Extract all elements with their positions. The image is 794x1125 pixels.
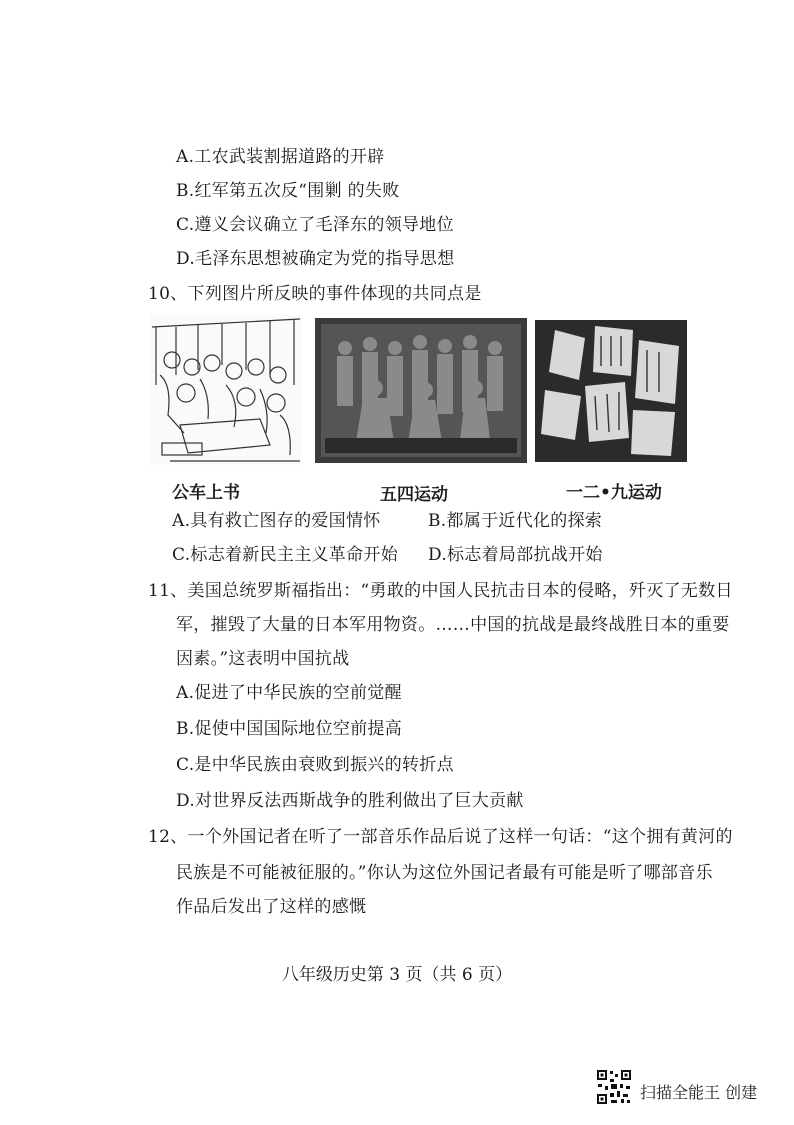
q10-caption-2: 五四运动 [380,485,448,505]
q10-option-a: A.具有救亡图存的爱国情怀 [172,511,381,531]
q11-option-c: C.是中华民族由衰败到振兴的转折点 [176,755,454,775]
q9-option-a: A.工农武装割据道路的开辟 [176,147,385,167]
page-footer: 八年级历史第 3 页（共 6 页） [281,965,513,985]
q10-option-d: D.标志着局部抗战开始 [428,545,603,565]
q9-option-d: D.毛泽东思想被确定为党的指导思想 [176,249,455,269]
q12-stem-line-2: 民族是不可能被征服的。”你认为这位外国记者最有可能是听了哪部音乐 [176,863,713,883]
q10-caption-1: 公车上书 [172,483,240,503]
q9-option-c: C.遵义会议确立了毛泽东的领导地位 [176,215,454,235]
q10-picture-sketch [150,315,302,465]
q11-option-d: D.对世界反法西斯战争的胜利做出了巨大贡献 [176,791,524,811]
q10-option-c: C.标志着新民主主义革命开始 [172,545,399,565]
q9-option-b: B.红军第五次反“围剿 的失败 [176,181,400,201]
q10-caption-3: 一二•九运动 [566,483,662,503]
q12-stem-line-1: 12、一个外国记者在听了一部音乐作品后说了这样一句话：“这个拥有黄河的 [148,827,733,847]
q12-stem-line-3: 作品后发出了这样的感慨 [176,897,367,917]
q11-stem-line-3: 因素。”这表明中国抗战 [176,649,350,669]
q11-option-a: A.促进了中华民族的空前觉醒 [176,683,402,703]
q11-stem-line-2: 军，摧毁了大量的日本军用物资。……中国的抗战是最终战胜日本的重要 [176,615,730,635]
q11-option-b: B.促使中国国际地位空前提高 [176,719,403,739]
q10-option-b: B.都属于近代化的探索 [428,511,603,531]
qr-code-icon [596,1069,632,1105]
q10-picture-relief [315,318,527,463]
q10-stem: 10、下列图片所反映的事件体现的共同点是 [148,284,482,304]
q11-stem-line-1: 11、美国总统罗斯福指出：“勇敢的中国人民抗击日本的侵略，歼灭了无数日 [148,581,733,601]
q10-picture-protest [535,320,687,462]
scanner-watermark: 扫描全能王 创建 [640,1083,758,1102]
